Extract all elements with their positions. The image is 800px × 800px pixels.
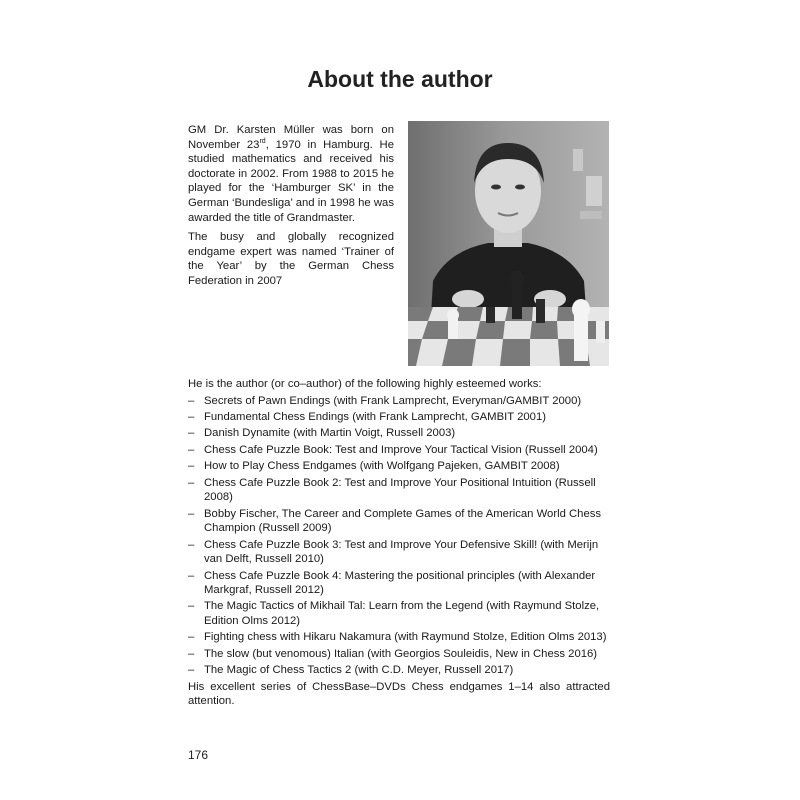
works-item-text: Secrets of Pawn Endings (with Frank Lamprecht, Everyman/GAMBIT 2000) [204,394,582,407]
works-item [188,459,610,474]
works-item-text: Chess Cafe Puzzle Book 4: Mastering the positional principles (with Alexander Markgraf, Russell 2012) [204,569,596,597]
works-item [188,410,610,425]
works-intro: He is the author (or co–author) of the following highly esteemed works: [188,378,542,390]
works-item-text: Bobby Fischer, The Career and Complete Games of the American World Chess Champion (Russell 2009) [204,507,602,535]
works-item-text: The Magic Tactics of Mikhail Tal: Learn from the Legend (with Raymund Stolze, Edition Olms 2012) [204,600,600,628]
works-item-text: The Magic of Chess Tactics 2 (with C.D. Meyer, Russell 2017) [204,664,514,677]
bullet-dash: – [188,569,195,582]
works-item-text: Fundamental Chess Endings (with Frank Lamprecht, GAMBIT 2001) [204,410,546,423]
author-bio [188,123,394,294]
bio-paragraph-2: The busy and globally recognized endgame expert was named ‘Trainer of the Year’ by the German Chess Federation in 2007 [188,231,394,287]
author-photo-illustration [408,121,609,366]
bullet-dash: – [188,631,195,644]
bio-ordinal-suffix: rd [259,137,266,145]
bullet-dash: – [188,538,195,551]
bullet-dash: – [188,394,195,407]
bullet-dash: – [188,600,195,613]
bullet-dash: – [188,460,195,473]
page-title: About the author [307,66,493,92]
works-outro: His excellent series of ChessBase–DVDs Chess endgames 1–14 also attracted attention. [188,680,610,708]
works-item-text: The slow (but venomous) Italian (with Georgios Souleidis, New in Chess 2016) [204,647,598,660]
works-item-text: Fighting chess with Hikaru Nakamura (with Raymund Stolze, Edition Olms 2013) [204,631,607,644]
bio-p1-start: GM Dr. Karsten Müller was born on November 23 [188,124,394,151]
bullet-dash: – [188,647,195,660]
works-item [188,507,610,536]
bio-p1-end: , 1970 in Hamburg. He studied mathematics and received his doctorate in 2002. From 1988 to 2015 he played for the ‘Hamburger SK’ in the German ‘Bundesliga’ and in 1998 he was awarded the title of Grandmaster. [188,138,394,224]
page-number: 176 [188,748,209,762]
works-item [188,630,610,645]
works-list [188,394,610,678]
bullet-dash: – [188,476,195,489]
bullet-dash: – [188,427,195,440]
bullet-dash: – [188,410,195,423]
works-item [188,538,610,567]
bullet-dash: – [188,443,195,456]
works-item [188,647,610,662]
works-item [188,569,610,598]
works-item-text: Danish Dynamite (with Martin Voigt, Russell 2003) [204,427,456,440]
author-photo [408,121,609,366]
works-item-text: Chess Cafe Puzzle Book 3: Test and Improve Your Defensive Skill! (with Merijn van Delft, Russell 2010) [204,538,599,566]
works-item [188,443,610,458]
bio-paragraph-1 [188,123,394,225]
works-item-text: Chess Cafe Puzzle Book: Test and Improve Your Tactical Vision (Russell 2004) [204,443,598,456]
works-item [188,663,610,678]
bullet-dash: – [188,507,195,520]
works-item [188,426,610,441]
works-item [188,394,610,409]
works-item [188,476,610,505]
works-item-text: Chess Cafe Puzzle Book 2: Test and Improve Your Positional Intuition (Russell 2008) [204,476,596,504]
bullet-dash: – [188,664,195,677]
works-section [188,377,610,709]
works-item-text: How to Play Chess Endgames (with Wolfgang Pajeken, GAMBIT 2008) [204,460,560,473]
works-item [188,599,610,628]
